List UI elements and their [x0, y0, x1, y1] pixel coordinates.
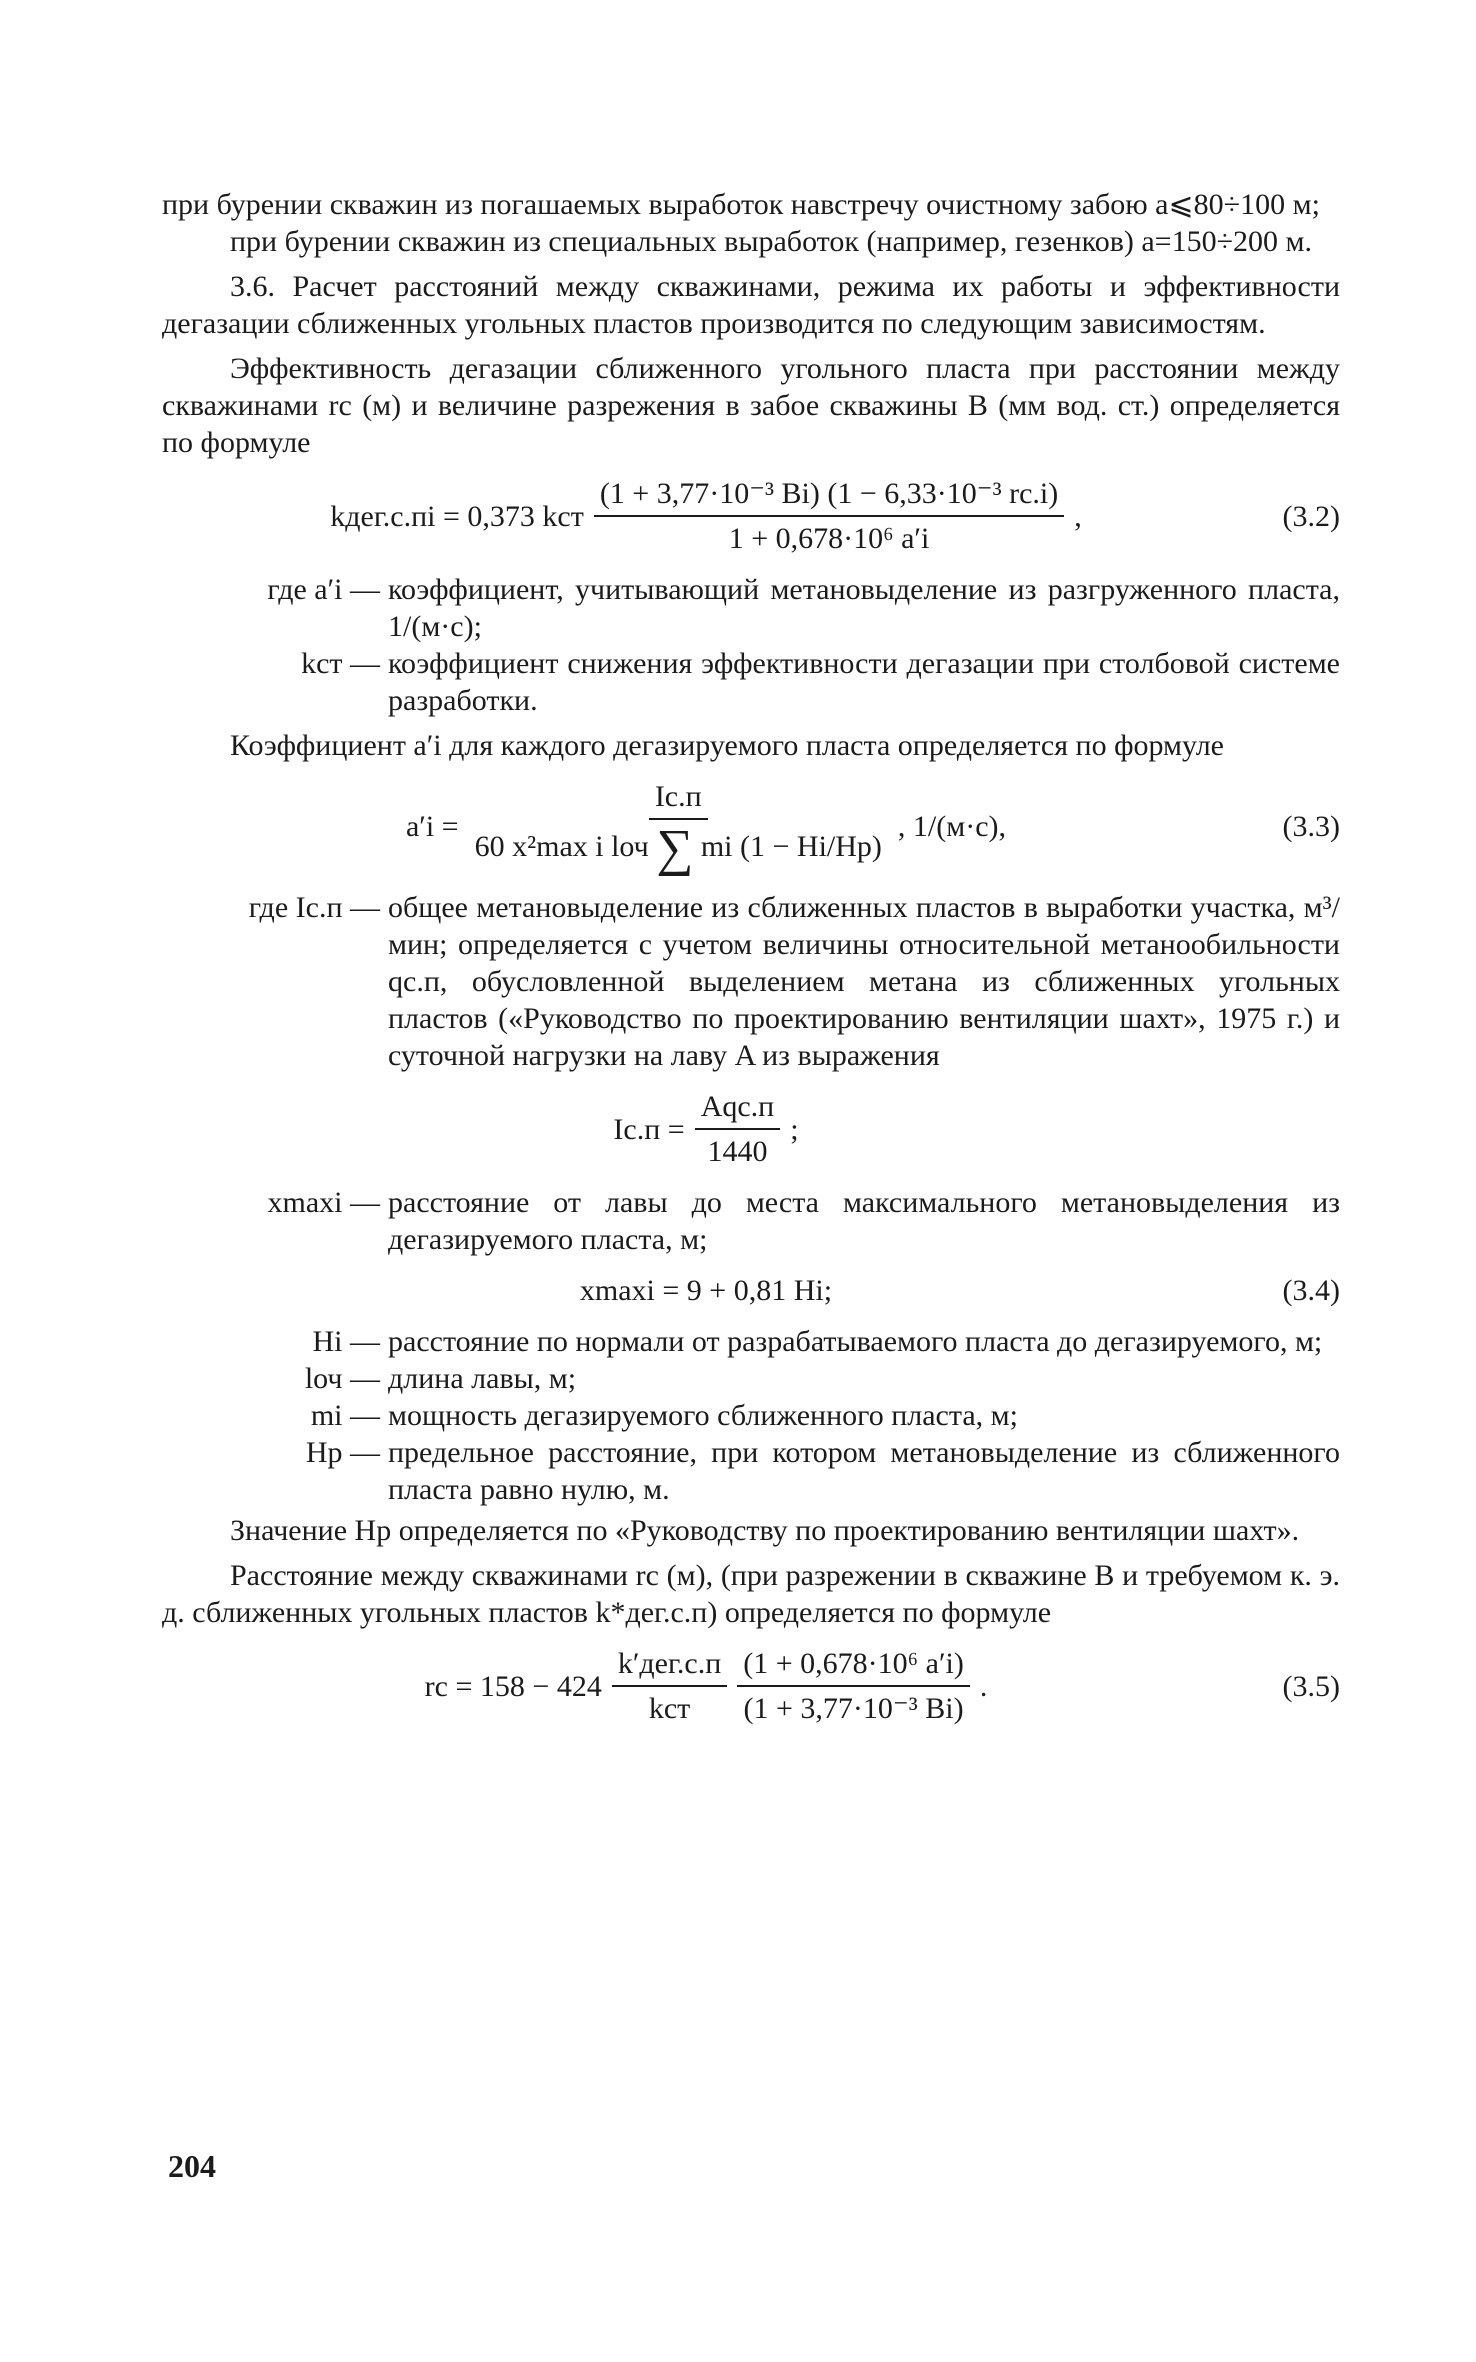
equation-3-2: [162, 475, 1340, 557]
equation-3-5: [162, 1645, 1340, 1727]
equation-3-3: [162, 778, 1340, 875]
definition-text: мощность дегазируемого сближенного пласта, м;: [388, 1399, 1018, 1432]
definition-term: Hi —: [312, 1325, 380, 1358]
fraction: [594, 475, 1064, 557]
paragraph-6: Значение Hр определяется по «Руководству по проектированию вентиляции шахт».: [230, 1514, 1300, 1547]
summation-sign: ∑: [656, 820, 694, 877]
numerator: Iс.п: [649, 778, 708, 820]
denominator-part-a: 60 x²max i lоч: [474, 829, 649, 863]
equation-I-cp: [162, 1088, 1340, 1170]
definition-term: где a′i —: [267, 573, 380, 606]
definition-term: xmaxi —: [267, 1186, 380, 1219]
denominator: (1 + 3,77·10⁻³ Bi): [743, 1692, 964, 1725]
denominator: 1 + 0,678·10⁶ a′i: [728, 522, 930, 555]
fraction: [695, 1088, 781, 1170]
equation-lhs: kдег.с.пi = 0,373 kст: [330, 499, 584, 533]
equation-tail: , 1/(м·с),: [897, 810, 1007, 843]
definition-text: коэффициент, учитывающий метановыделение из разгруженного пласта, 1/(м·с);: [388, 573, 1340, 643]
definition-text: расстояние по нормали от разрабатываемого пласта до дегазируемого, м;: [388, 1325, 1323, 1358]
equation-lhs: a′i =: [405, 810, 459, 843]
definitions-2: [162, 889, 1340, 1074]
equation-number: (3.4): [1282, 1274, 1340, 1307]
equation-lhs: rс = 158 − 424: [424, 1669, 602, 1703]
page-number: 204: [168, 2148, 216, 2184]
denominator: 1440: [707, 1135, 768, 1168]
fraction-2: [737, 1645, 970, 1727]
page-body: [162, 186, 1340, 1741]
equation-lhs: Iс.п =: [613, 1112, 685, 1146]
definition-term: Hр —: [305, 1436, 380, 1469]
equation-number: (3.5): [1282, 1669, 1340, 1703]
denominator-part-b: mi (1 − Hi/Hр): [700, 829, 882, 863]
definitions-4: [162, 1323, 1340, 1508]
denominator: kст: [648, 1692, 691, 1725]
definition-term: где Iс.п —: [248, 891, 380, 924]
definition-term: mi —: [310, 1399, 380, 1432]
paragraph-4: Эффективность дегазации сближенного угольного пласта при расстоянии между скважинами rс (м) и величине разрежения в забое скважины B (мм вод. ст.) определяется по формуле: [162, 352, 1340, 459]
paragraph-section-3-6: 3.6. Расчет расстояний между скважинами, режима их работы и эффективности дегазации сближенных угольных пластов производится по следующим зависимостям.: [162, 270, 1340, 340]
paragraph-7: Расстояние между скважинами rс (м), (при разрежении в скважине B и требуемом к. э. д. сближенных угольных пластов k*дег.с.п) определяется по формуле: [162, 1559, 1340, 1629]
definition-term: kст —: [301, 647, 380, 680]
numerator: (1 + 3,77·10⁻³ Bi) (1 − 6,33·10⁻³ rс.i): [594, 475, 1064, 517]
equation-3-4: [162, 1272, 1340, 1309]
equation-tail: ,: [1074, 499, 1082, 533]
equation-tail: ;: [790, 1112, 799, 1146]
fraction: [469, 778, 888, 875]
paragraph-2: при бурении скважин из специальных выработок (например, гезенков) a=150÷200 м.: [230, 225, 1313, 258]
equation-number: (3.2): [1282, 499, 1340, 533]
definition-term: lоч —: [304, 1362, 380, 1395]
definition-text: расстояние от лавы до места максимального метановыделения из дегазируемого пласта, м;: [388, 1186, 1340, 1256]
numerator: k′дег.с.п: [612, 1645, 727, 1687]
equation-tail: .: [979, 1669, 988, 1703]
fraction-1: [612, 1645, 727, 1727]
equation-number: (3.3): [1282, 810, 1340, 843]
definition-text: коэффициент снижения эффективности дегазации при столбовой системе разработки.: [388, 647, 1340, 717]
denominator: [469, 820, 888, 875]
definition-text: предельное расстояние, при котором метановыделение из сближенного пласта равно нулю, м.: [388, 1436, 1340, 1506]
definitions-1: [162, 571, 1340, 719]
paragraph-5: Коэффициент a′i для каждого дегазируемого пласта определяется по формуле: [230, 729, 1224, 762]
equation-body: xmaxi = 9 + 0,81 Hi;: [579, 1274, 833, 1307]
definition-text: общее метановыделение из сближенных пластов в выработки участка, м³/мин; определяется с учетом величины относительной метанообильности qс.п, обусловленной выделением метана из сближенных угольных пластов («Руководство по проектированию вентиляции шахт», 1975 г.) и суточной нагрузки на лаву A из выражения: [388, 891, 1340, 1072]
definition-text: длина лавы, м;: [388, 1362, 577, 1395]
definitions-3: [162, 1184, 1340, 1258]
numerator: Aqс.п: [695, 1088, 781, 1130]
paragraph-1: при бурении скважин из погашаемых выработок навстречу очистному забою a⩽80÷100 м;: [162, 188, 1320, 221]
numerator: (1 + 0,678·10⁶ a′i): [737, 1645, 970, 1687]
